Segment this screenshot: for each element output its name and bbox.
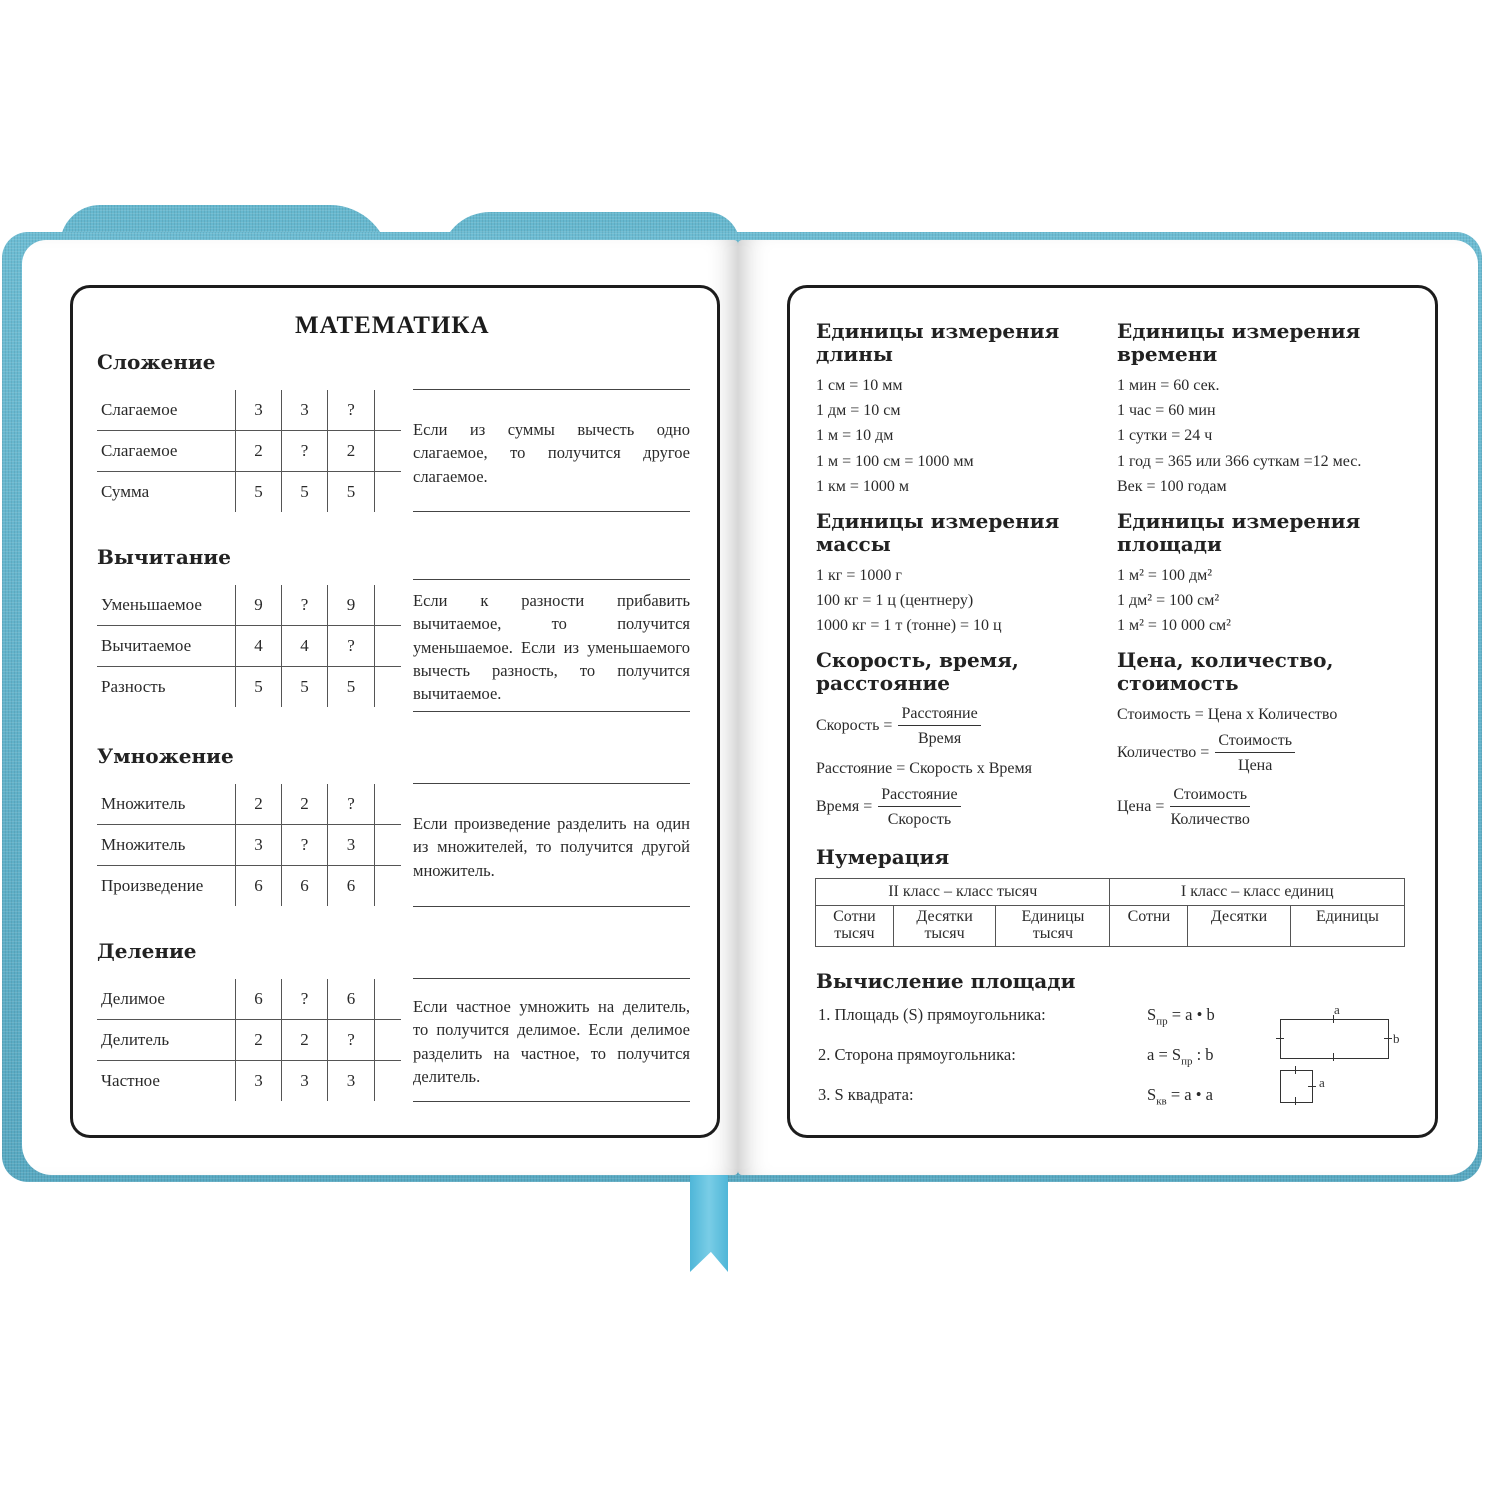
rectangle-diagram bbox=[1280, 1019, 1389, 1059]
value-cell: 2 bbox=[236, 1020, 282, 1061]
speed-formula: Скорость = $\frac{\text{Расстояние}}{\text{Время}}$ bbox=[816, 705, 981, 748]
row-end bbox=[375, 585, 402, 626]
cost-formula: Стоимость = Цена х Количество bbox=[1117, 706, 1338, 723]
addition-table bbox=[97, 390, 401, 512]
division-table bbox=[97, 979, 401, 1101]
numeration-heading: Нумерация bbox=[816, 845, 950, 869]
value-cell: 4 bbox=[282, 626, 328, 667]
time-list: 1 мин = 60 сек. 1 час = 60 мин 1 сутки = 24 ч 1 год = 365 или 366 суткам =12 мес. Век = 100 годам bbox=[1117, 377, 1362, 495]
value-cell: 2 bbox=[236, 431, 282, 472]
value-cell: 3 bbox=[236, 390, 282, 431]
table-row bbox=[97, 390, 401, 431]
row-end bbox=[375, 1020, 402, 1061]
length-heading: Единицы измерения длины bbox=[816, 319, 1060, 366]
area-units-heading: Единицы измерения площади bbox=[1117, 509, 1361, 556]
row-label: Множитель bbox=[97, 825, 236, 866]
rectangle-tick bbox=[1384, 1038, 1392, 1039]
row-label: Вычитаемое bbox=[97, 626, 236, 667]
table-row bbox=[97, 979, 401, 1020]
row-end bbox=[375, 626, 402, 667]
value-cell: 5 bbox=[282, 667, 328, 708]
row-end bbox=[375, 866, 402, 907]
square-tick bbox=[1295, 1097, 1296, 1105]
length-list: 1 см = 10 мм 1 дм = 10 см 1 м = 10 дм 1 м = 100 см = 1000 мм 1 км = 1000 м bbox=[816, 377, 974, 495]
rule-line bbox=[413, 511, 690, 512]
value-cell: 5 bbox=[282, 472, 328, 513]
quantity-formula: Количество = $\frac{\text{Стоимость}}{\text{Цена}}$ bbox=[1117, 732, 1295, 775]
value-cell: 2 bbox=[282, 784, 328, 825]
table-row bbox=[97, 626, 401, 667]
area-units-list: 1 м² = 100 дм² 1 дм² = 100 см² 1 м² = 10 000 см² bbox=[1117, 567, 1231, 635]
rule-line bbox=[413, 783, 690, 784]
price-formula: Цена = $\frac{\text{Стоимость}}{\text{Количество}}$ bbox=[1117, 786, 1250, 828]
table-row bbox=[97, 866, 401, 907]
mass-list: 1 кг = 1000 г 100 кг = 1 ц (центнеру) 1000 кг = 1 т (тонне) = 10 ц bbox=[816, 567, 1002, 635]
subtraction-rule-text: Если к разности прибавить вычитаемое, то получится уменьшаемое. Если из уменьшаемого вычесть разность, то получится вычитаемое. bbox=[413, 591, 690, 704]
row-label: Слагаемое bbox=[97, 431, 236, 472]
value-cell: 5 bbox=[328, 667, 375, 708]
division-heading: Деление bbox=[97, 939, 197, 963]
class-units: I класс – класс единиц bbox=[1110, 879, 1405, 906]
rectangle-tick bbox=[1333, 1053, 1334, 1061]
numeration-cell: Единицы тысяч bbox=[996, 906, 1110, 947]
division-rule-text: Если частное умножить на делитель, то получится делимое. Если делимое разделить на частное, то получится делитель. bbox=[413, 997, 690, 1086]
value-cell: 6 bbox=[328, 979, 375, 1020]
rule-line bbox=[413, 711, 690, 712]
table-row bbox=[97, 1020, 401, 1061]
row-end bbox=[375, 667, 402, 708]
value-cell: ? bbox=[282, 825, 328, 866]
addition-rule-text: Если из суммы вычесть одно слагаемое, то получится другое слагаемое. bbox=[413, 420, 690, 486]
area-formula: $S_{кв} = a$ • a bbox=[1147, 1085, 1213, 1108]
row-label: Произведение bbox=[97, 866, 236, 907]
value-cell: 5 bbox=[236, 667, 282, 708]
time-formula: Время = $\frac{\text{Расстояние}}{\text{Скорость}}$ bbox=[816, 786, 961, 829]
value-cell: 5 bbox=[328, 472, 375, 513]
area-formula: $a = S_{пр}$ : b bbox=[1147, 1045, 1214, 1068]
row-end bbox=[375, 431, 402, 472]
addition-heading: Сложение bbox=[97, 350, 216, 374]
area-item: 3. S квадрата: bbox=[818, 1085, 914, 1104]
rule-line bbox=[413, 906, 690, 907]
value-cell: ? bbox=[282, 585, 328, 626]
value-cell: 3 bbox=[236, 825, 282, 866]
row-end bbox=[375, 1061, 402, 1102]
value-cell: 3 bbox=[328, 1061, 375, 1102]
value-cell: ? bbox=[328, 390, 375, 431]
numeration-table bbox=[815, 878, 1405, 947]
row-label: Сумма bbox=[97, 472, 236, 513]
table-row bbox=[97, 784, 401, 825]
row-label: Частное bbox=[97, 1061, 236, 1102]
value-cell: 3 bbox=[328, 825, 375, 866]
table-row bbox=[97, 1061, 401, 1102]
value-cell: 9 bbox=[328, 585, 375, 626]
value-cell: ? bbox=[282, 979, 328, 1020]
value-cell: ? bbox=[328, 626, 375, 667]
value-cell: 5 bbox=[236, 472, 282, 513]
time-heading: Единицы измерения времени bbox=[1117, 319, 1361, 366]
value-cell: ? bbox=[328, 784, 375, 825]
numeration-cell: Десятки bbox=[1188, 906, 1291, 947]
rule-line bbox=[413, 978, 690, 979]
distance-formula: Расстояние = Скорость х Время bbox=[816, 760, 1032, 777]
value-cell: ? bbox=[282, 431, 328, 472]
row-end bbox=[375, 979, 402, 1020]
value-cell: 6 bbox=[236, 979, 282, 1020]
numeration-cell: Десятки тысяч bbox=[893, 906, 996, 947]
value-cell: 3 bbox=[282, 390, 328, 431]
value-cell: 3 bbox=[282, 1061, 328, 1102]
value-cell: 9 bbox=[236, 585, 282, 626]
class-thousands: II класс – класс тысяч bbox=[816, 879, 1110, 906]
page-title: МАТЕМАТИКА bbox=[295, 312, 490, 339]
area-calc-heading: Вычисление площади bbox=[816, 969, 1076, 993]
subtraction-heading: Вычитание bbox=[97, 545, 231, 569]
speed-heading: Скорость, время, расстояние bbox=[816, 648, 1019, 695]
value-cell: 2 bbox=[282, 1020, 328, 1061]
value-cell: ? bbox=[328, 1020, 375, 1061]
table-row bbox=[97, 431, 401, 472]
area-item: 2. Сторона прямоугольника: bbox=[818, 1045, 1016, 1064]
value-cell: 6 bbox=[236, 866, 282, 907]
value-cell: 2 bbox=[236, 784, 282, 825]
row-label: Делимое bbox=[97, 979, 236, 1020]
multiplication-rule-text: Если произведение разделить на один из множителей, то получится другой множитель. bbox=[413, 814, 690, 880]
row-label: Слагаемое bbox=[97, 390, 236, 431]
numeration-cell: Сотни тысяч bbox=[816, 906, 894, 947]
table-row bbox=[97, 825, 401, 866]
area-item: 1. Площадь (S) прямоугольника: bbox=[818, 1005, 1046, 1024]
row-label: Уменьшаемое bbox=[97, 585, 236, 626]
rule-line bbox=[413, 389, 690, 390]
row-end bbox=[375, 390, 402, 431]
row-label: Множитель bbox=[97, 784, 236, 825]
mass-heading: Единицы измерения массы bbox=[816, 509, 1060, 556]
table-row bbox=[97, 585, 401, 626]
square-label-a: a bbox=[1319, 1075, 1325, 1090]
value-cell: 6 bbox=[328, 866, 375, 907]
row-end bbox=[375, 784, 402, 825]
numeration-cell: Единицы bbox=[1290, 906, 1404, 947]
rectangle-label-a: a bbox=[1334, 1002, 1340, 1017]
row-label: Делитель bbox=[97, 1020, 236, 1061]
bookmark-ribbon[interactable] bbox=[690, 1160, 728, 1272]
square-tick bbox=[1295, 1066, 1296, 1074]
rectangle-label-b: b bbox=[1393, 1031, 1400, 1046]
value-cell: 4 bbox=[236, 626, 282, 667]
multiplication-table bbox=[97, 784, 401, 906]
value-cell: 3 bbox=[236, 1061, 282, 1102]
value-cell: 2 bbox=[328, 431, 375, 472]
rule-line bbox=[413, 1101, 690, 1102]
row-label: Разность bbox=[97, 667, 236, 708]
numeration-cell: Сотни bbox=[1110, 906, 1188, 947]
table-row bbox=[97, 472, 401, 513]
area-formula: $S_{пр} = a$ • b bbox=[1147, 1005, 1215, 1028]
subtraction-table bbox=[97, 585, 401, 707]
multiplication-heading: Умножение bbox=[97, 744, 234, 768]
price-heading: Цена, количество, стоимость bbox=[1117, 648, 1334, 695]
value-cell: 6 bbox=[282, 866, 328, 907]
row-end bbox=[375, 472, 402, 513]
row-end bbox=[375, 825, 402, 866]
rectangle-tick bbox=[1276, 1038, 1284, 1039]
square-tick bbox=[1308, 1086, 1316, 1087]
rule-line bbox=[413, 579, 690, 580]
table-row bbox=[97, 667, 401, 708]
